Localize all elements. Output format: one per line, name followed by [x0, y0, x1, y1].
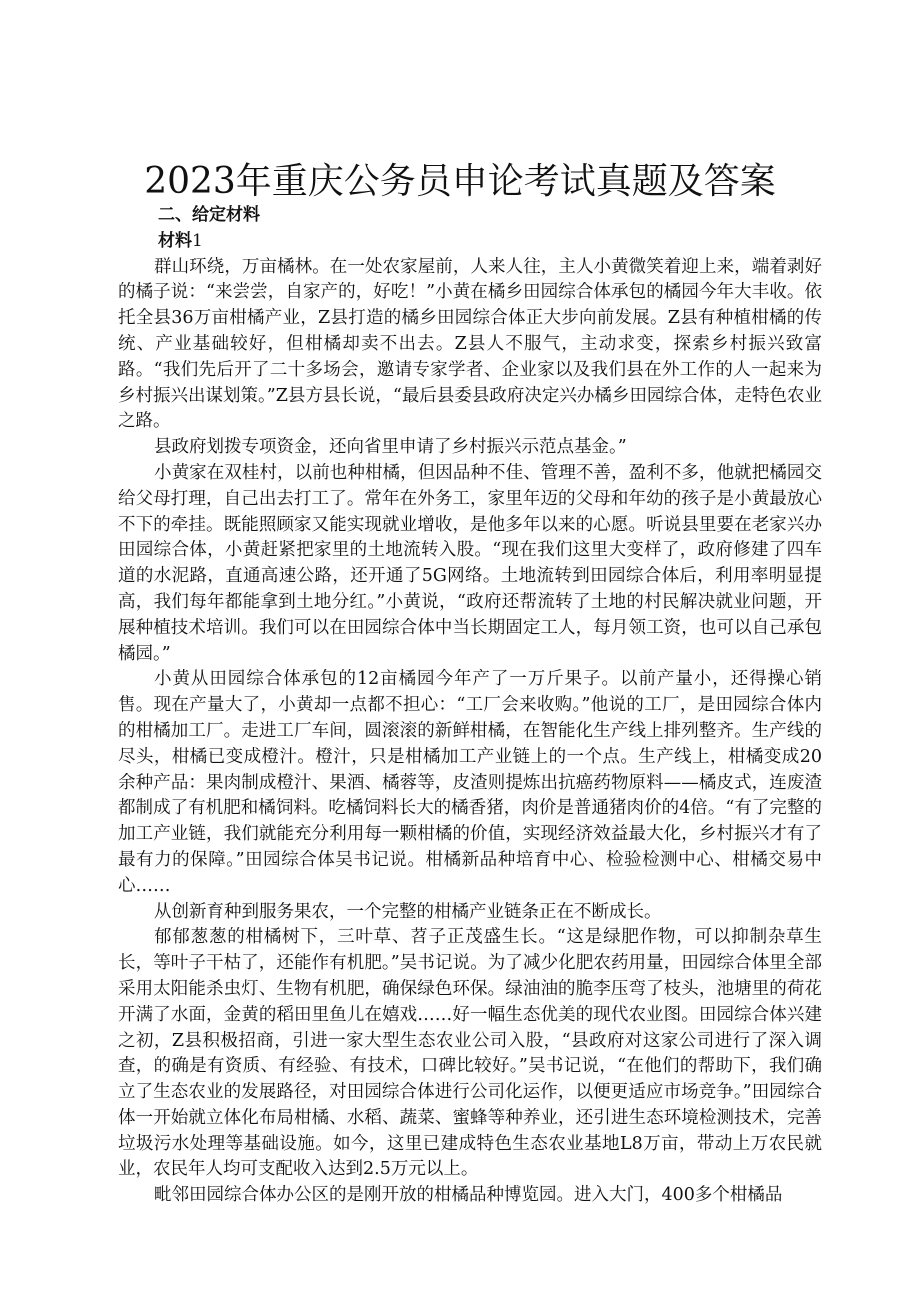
document-title: 2023年重庆公务员申论考试真题及答案: [144, 161, 776, 202]
material-number: 1: [192, 230, 203, 251]
section-heading: 二、给定材料: [158, 205, 260, 225]
paragraph: 小黄家在双桂村，以前也种柑橘，但因品种不佳、管理不善，盈利不多，他就把橘园交给父母打理，自己出去打工了。常年在外务工，家里年迈的父母和年幼的孩子是小黄最放心不下的牵挂。既能照顾家又能实现就业增收，是他多年以来的心愿。听说县里要在老家兴办田园综合体，小黄赶紧把家里的土地流转入股。“现在我们这里大变样了，政府修建了四车道的水泥路，直通高速公路，还开通了5G网络。土地流转到田园综合体后，利用率明显提高，我们每年都能拿到土地分红。”小黄说，“政府还帮流转了土地的村民解决就业问题，开展种植技术培训。我们可以在田园综合体中当长期固定工人，每月领工资，也可以自己承包橘园。”: [118, 462, 822, 664]
paragraph: 毗邻田园综合体办公区的是刚开放的柑橘品种博览园。进入大门，400多个柑橘品: [154, 1185, 783, 1206]
paragraph: 从创新育种到服务果农，一个完整的柑橘产业链条正在不断成长。: [154, 901, 662, 922]
paragraph: 县政府划拨专项资金，还向省里申请了乡村振兴示范点基金。”: [154, 437, 627, 458]
paragraph: 群山环绕，万亩橘林。在一处农家屋前，人来人往，主人小黄微笑着迎上来，端着剥好的橘子说：“来尝尝，自家产的，好吃！”小黄在橘乡田园综合体承包的橘园今年大丰收。依托全县36万亩柑橘产业，Z县打造的橘乡田园综合体正大步向前发展。Z县有种植柑橘的传统、产业基础较好，但柑橘却卖不出去。Z县人不服气，主动求变，探索乡村振兴致富路。“我们先后开了二十多场会，邀请专家学者、企业家以及我们县在外工作的人一起来为乡村振兴出谋划策。”Z县方县长说，“最后县委县政府决定兴办橘乡田园综合体，走特色农业之路。: [118, 256, 822, 432]
paragraph: 郁郁葱葱的柑橘树下，三叶草、苕子正茂盛生长。“这是绿肥作物，可以抑制杂草生长，等叶子干枯了，还能作有机肥。”吴书记说。为了减少化肥农药用量，田园综合体里全部采用太阳能杀虫灯、生物有机肥，确保绿色环保。绿油油的脆李压弯了枝头，池塘里的荷花开满了水面，金黄的稻田里鱼儿在嬉戏……好一幅生态优美的现代农业图。田园综合体兴建之初，Z县积极招商，引进一家大型生态农业公司入股，“县政府对这家公司进行了深入调查，的确是有资质、有经验、有技术，口碑比较好。”吴书记说，“在他们的帮助下，我们确立了生态农业的发展路径，对田园综合体进行公司化运作，以便更适应市场竞争。”田园综合体一开始就立体化布局柑橘、水稻、蔬菜、蜜蜂等种养业，还引进生态环境检测技术，完善垃圾污水处理等基础设施。如今，这里已建成特色生态农业基地L8万亩，带动上万农民就业，农民年人均可支配收入达到2.5万元以上。: [118, 927, 822, 1180]
document-body: [118, 203, 822, 1209]
material-label: 材料: [158, 230, 192, 251]
paragraph: 小黄从田园综合体承包的12亩橘园今年产了一万斤果子。以前产量小，还得操心销售。现在产量大了，小黄却一点都不担心：“工厂会来收购。”他说的工厂，是田园综合体内的柑橘加工厂。走进工厂车间，圆滚滚的新鲜柑橘，在智能化生产线上排列整齐。生产线的尽头，柑橘已变成橙汁。橙汁，只是柑橘加工产业链上的一个点。生产线上，柑橘变成20余种产品：果肉制成橙汁、果酒、橘蓉等，皮渣则提炼出抗癌药物原料——橘皮式，连废渣都制成了有机肥和橘饲料。吃橘饲料长大的橘香猪，肉价是普通猪肉价的4倍。“有了完整的加工产业链，我们就能充分利用每一颗柑橘的价值，实现经济效益最大化，乡村振兴才有了最有力的保障。”田园综合体吴书记说。柑橘新品种培育中心、检验检测中心、柑橘交易中心……: [118, 669, 822, 896]
material-heading: [158, 229, 822, 255]
